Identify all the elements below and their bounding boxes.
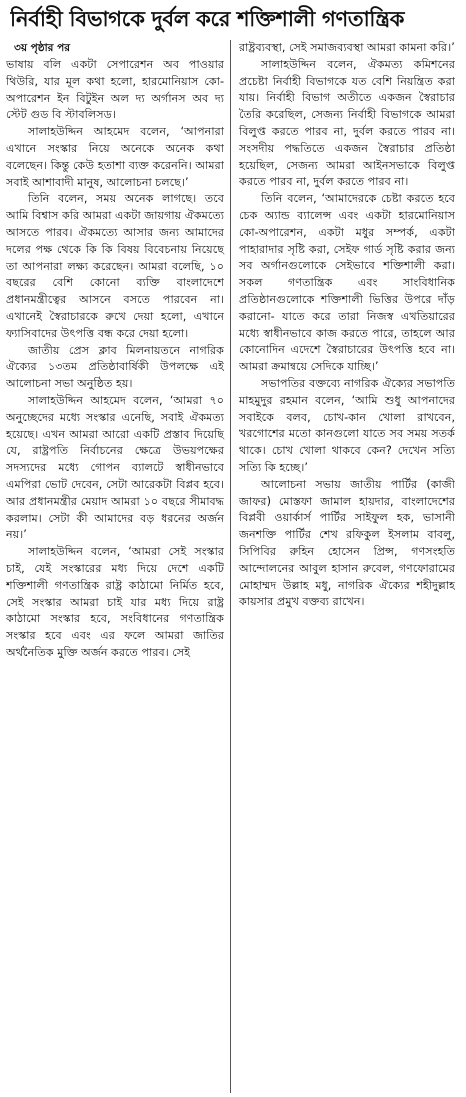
column-divider [230,40,231,1093]
paragraph: রাষ্ট্রব্যবস্থা, সেই সমাজব্যবস্থা আমরা কামনা করি।’ [239,41,455,54]
paragraph: সালাহউদ্দিন আহমেদ বলেন, ‘আপনারা এখানে সংস্কার নিয়ে অনেকে অনেক কথা বলেছেন। কিন্তু কেউ হতাশা ব্যক্ত করেননি। আমরা সবাই আশাবাদী মানুষ, আলোচনা চলছে।’ [6,125,224,189]
paragraph: জাতীয় প্রেস ক্লাব মিলনায়তনে নাগরিক ঐক্যের ১৩তম প্রতিষ্ঠাবার্ষিকী উপলক্ষে এই আলোচনা সভা অনুষ্ঠিত হয়। [6,343,224,391]
paragraph: সভাপতির বক্তব্যে নাগরিক ঐক্যের সভাপতি মাহমুদুর রহমান বলেন, ‘আমি শুধু আপনাদের সবাইকে বলব, চোখ-কান খোলা রাখবেন, খরগোশের মতো কানগুলো যাতে সব সময় সতর্ক থাকে। চোখ খোলা থাকবে কেন? দেখেন সত্যি সত্যি কি হচ্ছে।’ [239,376,455,474]
paragraph: ভাষায় বলি একটা সেপারেশন অব পাওয়ার থিউরি, যার মূল কথা হলো, হারমোনিয়াস কো-অপারেশন ইন বিটুইন অল দ্য অর্গানস অব দ্য স্টেট গুড বি স্টাবলিসড। [6,58,224,122]
article-columns [6,40,460,1093]
paragraph: তিনি বলেন, ‘আমাদেরকে চেষ্টা করতে হবে চেক অ্যান্ড ব্যালেন্স এবং একটা হারমোনিয়াস কো-অপারেশন, একটা মধুর সম্পর্ক, একটা পাহারাদার সৃষ্টি করা, সেইফ গার্ড সৃষ্টি করার জন্য সব অর্গানগুলোকে সেইভাবে শক্তিশালী করা। সকল গণতান্ত্রিক এবং সাংবিধানিক প্রতিষ্ঠানগুলোকে শক্তিশালী ভিত্তির উপরে দাঁড় করানো- যাতে করে তারা নিজস্ব এখতিয়ারের মধ্যে স্বাধীনভাবে কাজ করতে পারে, তাহলে আর কোনোদিন এদেশে স্বৈরাচারের উৎপত্তি হবে না। আমরা ক্রমান্বয়ে সেদিকে যাচ্ছি।’ [239,192,455,374]
right-column [233,40,455,1093]
left-column [6,40,228,1093]
paragraph: সালাহউদ্দিন বলেন, ‘আমরা সেই সংস্কার চাই, যেই সংস্কারের মধ্য দিয়ে দেশে একটি শক্তিশালী গণতান্ত্রিক রাষ্ট্র কাঠামো নির্মিত হবে, সেই সংস্কার আমরা চাই যার মধ্য দিয়ে রাষ্ট্র কাঠামো সংস্কার হবে, সংবিধানের গণতান্ত্রিক সংস্কার হবে এবং এর ফলে আমরা জাতির অর্থনৈতিক মুক্তি অর্জন করতে পারব। সেই [6,545,224,659]
headline: নির্বাহী বিভাগকে দুর্বল করে শক্তিশালী গণতান্ত্রিক [10,7,405,31]
paragraph: আলোচনা সভায় জাতীয় পার্টির (কাজী জাফর) মোস্তফা জামাল হায়দার, বাংলাদেশের বিপ্লবী ওয়ার্কার্স পার্টির সাইফুল হক, ভাসানী জনশক্তি পার্টির শেখ রফিকুল ইসলাম বাবলু, সিপিবির রুহিন হোসেন প্রিন্স, গণসংহতি আন্দোলনের আবুল হাসান রুবেল, গণফোরামের মোহাম্মদ উল্লাহ মধু, নাগরিক ঐক্যের শহীদুল্লাহ কায়সার প্রমুখ বক্তব্য রাখেন। [239,477,455,609]
continued-label: ৩য় পৃষ্ঠার পর [14,42,71,54]
paragraph: সালাহউদ্দিন আহমেদ বলেন, ‘আমরা ৭০ অনুচ্ছেদের মধ্যে সংস্কার এনেছি, সবাই ঐকমত্য হয়েছে। এখন আমরা আরো একটি প্রস্তাব দিয়েছি যে, রাষ্ট্রপতি নির্বাচনের ক্ষেত্রে উভয়পক্ষের সদস্যদের মধ্যে গোপন ব্যালটে স্বাধীনভাবে এমপিরা ভোট দেবেন, সেটা আরেকটা বিপ্লব হবে। আর প্রধানমন্ত্রীর মেয়াদ আমরা ১০ বছরে সীমাবদ্ধ করলাম। সেটা কী আমাদের বড় ধরনের অর্জন নয়।’ [6,393,224,542]
paragraph: সালাহউদ্দিন বলেন, ঐকমত্য কমিশনের প্রচেষ্টা নির্বাহী বিভাগকে যত বেশি নিয়ন্ত্রিত করা যায়। নির্বাহী বিভাগ অতীতে একজন স্বৈরাচার তৈরি করেছিল, সেজন্য নির্বাহী বিভাগকে আমরা বিলুপ্ত করতে পারব না, দুর্বল করতে পারব না। সংসদীয় পদ্ধতিতে একজন স্বৈরাচার প্রতিষ্ঠা হয়েছিল, সেজন্য আমরা আইনসভাকে বিলুপ্ত করতে পারব না, দুর্বল করতে পারব না। [239,57,455,189]
paragraph: তিনি বলেন, সময় অনেক লাগছে। তবে আমি বিশ্বাস করি আমরা একটা জায়গায় ঐকমত্যে আসতে পারব। ঐকমত্যে আসার জন্য আমাদের দলের পক্ষ থেকে কি কি বিষয় বিবেচনায় নিয়েছে তা আপনারা লক্ষ্য করেছেন। আমরা বলেছি, ১০ বছরের বেশি কোনো ব্যক্তি বাংলাদেশে প্রধানমন্ত্রীত্বের আসনে বসতে পারবেন না। এখানেই স্বৈরাচারকে রুখে দেয়া হলো, এখানে ফ্যাসিবাদের উৎপত্তি বন্ধ করে দেয়া হলো। [6,192,224,340]
